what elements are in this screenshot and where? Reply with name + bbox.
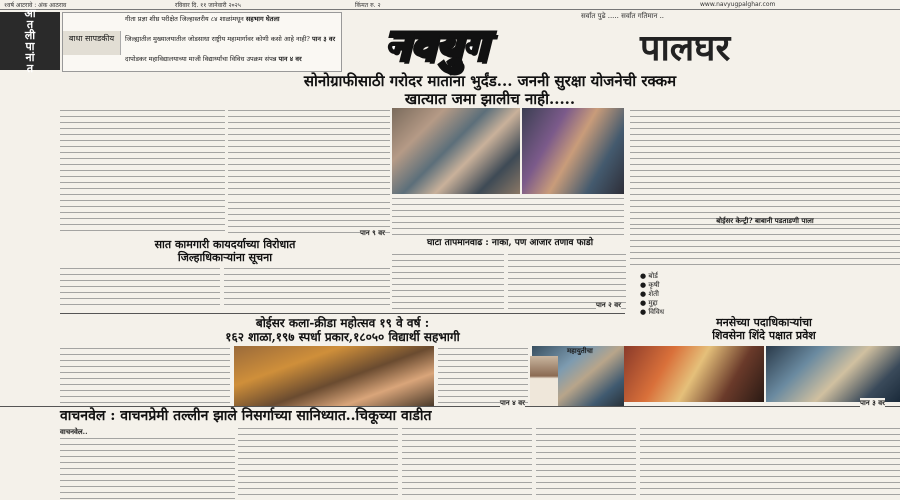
- top-info-strip: [0, 0, 900, 10]
- article-text-column: [392, 252, 504, 312]
- article-text-column: [60, 436, 235, 500]
- portrait-photo: [530, 356, 558, 406]
- website: www.navyugpalghar.com: [700, 1, 776, 8]
- issue-price: किंमत रु. २: [355, 2, 381, 9]
- right-kicker: बोईसर केन्ट्री? बाबानी पडताडणी पाला: [716, 216, 814, 225]
- masthead-tagline: सर्वांत पुढे ..... सर्वांत गतिमान ..: [580, 12, 665, 20]
- article-text-column: [640, 426, 900, 500]
- issue-date: रविवार दि. ११ जानेवारी २०२५: [175, 2, 241, 9]
- news-photo-hospital: [392, 108, 520, 194]
- article-text-column: [630, 226, 900, 270]
- article-text-column: [228, 108, 390, 198]
- news-photo-party-group: [766, 346, 900, 402]
- newspaper-logo: नवयुग: [385, 20, 489, 71]
- story-headline[interactable]: बोईसर कला-क्रीडा महोत्सव १९ वे वर्ष : १६२ शाळा,१९७ स्पर्धा प्रकार,१८०५० विद्यार्थी सहभागी: [225, 316, 460, 344]
- story-headline[interactable]: मनसेच्या पदाधिकाऱ्यांचा शिवसेना शिंदे पक्षात प्रवेश: [712, 316, 816, 342]
- edition-info: १वर्ष आटरावे : अंक आठराव: [4, 2, 67, 9]
- right-bullet: ● बोर्ड: [640, 272, 658, 280]
- right-bullet: ● कृषी: [640, 281, 660, 289]
- page-reference[interactable]: पान २ वर: [596, 300, 621, 309]
- page-reference[interactable]: पान ४ वर: [500, 398, 525, 407]
- main-headline[interactable]: सोनोग्राफीसाठी गरोदर मातांना भुर्दंड... जननी सुरक्षा योजनेची रक्कम खात्यात जमा झालीच नाही.....: [303, 72, 677, 108]
- inside-item-label: बाधा सापडकीय: [63, 31, 121, 55]
- inside-item[interactable]: जिल्ह्यातील मुख्यालयातील जोडसाधा राष्ट्रीय महामार्गावर कोणी कसो आहे नाही? पान ३ वर: [125, 35, 336, 43]
- inside-pages-box: [62, 12, 342, 72]
- page-reference[interactable]: पान ३ वर: [860, 398, 885, 407]
- article-text-column: [438, 346, 528, 406]
- article-text-column: [60, 266, 220, 310]
- story-headline[interactable]: सात कामगारी कायदर्याच्या विरोधात जिल्हाधिकाऱ्यांना सूचना: [154, 238, 296, 264]
- page-reference[interactable]: पान ९ वर: [360, 228, 385, 237]
- news-photo-party-entry: [624, 346, 764, 402]
- inside-item[interactable]: गीता प्रज्ञा शीघ्र परीक्षेत जिल्हास्तरीय ८४ शाळांमधून सहभाग घेतला: [125, 15, 280, 23]
- story-headline[interactable]: वाचनवेल : वाचनप्रेमी तल्लीन झाले निसर्गाच्या सानिध्यात..चिकूच्या वाडीत: [60, 408, 432, 424]
- right-bullet: ● मुद्दा: [640, 299, 658, 307]
- inside-box-heading: आ त ली पा नां त: [0, 12, 60, 70]
- right-bullet: ● शेती: [640, 290, 659, 298]
- section-divider: [60, 313, 625, 314]
- article-text-column: [60, 108, 225, 236]
- story-kicker: महायुतीचा: [567, 346, 593, 355]
- news-photo-women: [522, 108, 624, 194]
- article-text-column: [630, 108, 900, 228]
- article-text-column: [536, 426, 636, 500]
- article-text-column: [60, 346, 230, 406]
- section-divider: [0, 406, 900, 407]
- article-text-column: [238, 426, 398, 500]
- article-text-column: [224, 266, 390, 310]
- newspaper-logo-city: पालघर: [640, 27, 731, 69]
- news-photo-students: [234, 346, 434, 406]
- story-kicker: वाचनवेल..: [60, 427, 88, 436]
- inside-item[interactable]: दापोडकर महाविद्यालयाच्या माजी विद्यार्थ्यांचा विविध उपक्रम संपन्न पान ४ वर: [125, 55, 302, 63]
- right-bullet: ● विविध: [640, 308, 665, 316]
- article-text-column: [402, 426, 532, 500]
- story-headline[interactable]: घाटा तापमानवाढ : नाका, पण आजार तणाव फाडो: [426, 238, 594, 248]
- article-text-column: [392, 196, 624, 236]
